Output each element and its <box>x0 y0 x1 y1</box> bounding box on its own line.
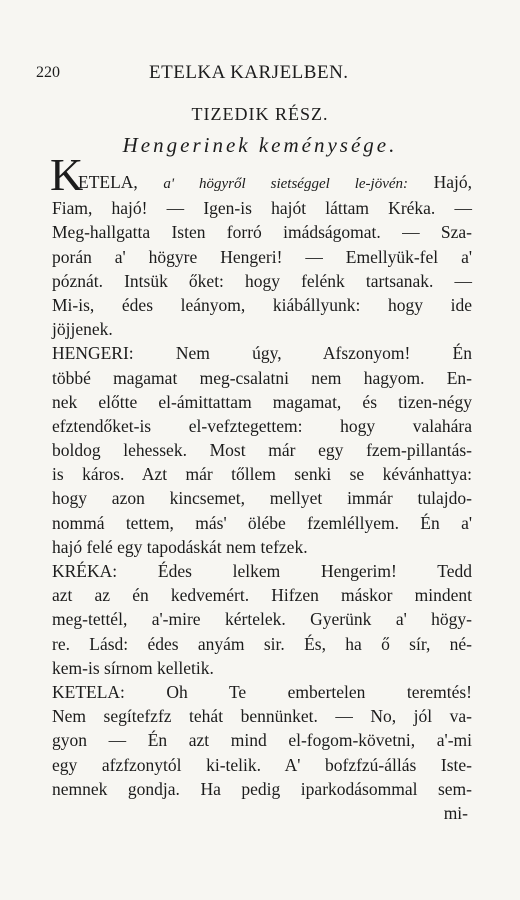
chapter-title: Hengerinek keménysége. <box>122 133 398 157</box>
text-line: Meg-hallgatta Isten forró imádságomat. — Sza- <box>52 222 472 243</box>
text-line: nommá tettem, más' ölébe fzemléllyem. Én a' <box>52 512 472 533</box>
text-line: HENGERI: Nem úgy, Afszonyom! Én <box>52 343 472 364</box>
text-line: Nem segítefzfz tehát bennünket. — No, jól va- <box>52 706 472 727</box>
text-line: hajó felé egy tapodáskát nem tefzek. <box>52 536 308 557</box>
running-head <box>36 62 476 88</box>
text-line: nek előtte el-ámittattam magamat, és tizen-négy <box>52 391 472 412</box>
text-line: KETELA: Oh Te embertelen teremtés! <box>52 681 472 702</box>
text-line: meg-tettél, a'-mire kértelek. Gyerünk a' högy- <box>52 609 472 630</box>
text-line: Mi-is, édes leányom, kiábállyunk: hogy ide <box>52 294 472 315</box>
text-lines <box>52 196 472 801</box>
text-line: boldog lehessek. Most már egy fzem-pillantás- <box>52 440 472 461</box>
stage-direction: a' högyről sietséggel le-jövén: <box>163 176 409 192</box>
catchword: mi- <box>443 802 468 823</box>
text-line: azt az én kedvemért. Hifzen máskor mindent <box>52 585 472 606</box>
first-line <box>50 149 473 200</box>
text-line: hogy azon kincsemet, mellyet immár tulajdo- <box>52 488 472 509</box>
text-line: egy afzfzonytól ki-telik. A' bofzfzú-állás Iste- <box>52 754 472 775</box>
page-number: 220 <box>36 64 60 81</box>
text-line: többé magamat meg-csalatni nem hagyom. En- <box>52 367 472 388</box>
speaker-name: ETELA, <box>78 172 138 192</box>
text-line: re. Lásd: édes anyám sir. És, ha ő sír, né- <box>52 633 472 654</box>
text-line: efztendőket-is el-vefztegettem: hogy valahára <box>52 415 472 436</box>
running-title: ETELKA KARJELBEN. <box>149 62 349 83</box>
text-line: póznát. Intsük őket: hogy felénk tartsanak. — <box>52 270 472 291</box>
part-title: TIZEDIK RÉSZ. <box>191 104 329 124</box>
first-line-rest: Hajó, <box>433 172 473 192</box>
text-line: KRÉKA: Édes lelkem Hengerim! Tedd <box>52 561 472 582</box>
text-line: nemnek gondja. Ha pedig iparkodásommal sem- <box>52 778 472 799</box>
text-line: is káros. Azt már tőllem senki se kévánhattya: <box>52 464 472 485</box>
text-line: Fiam, hajó! — Igen-is hajót láttam Kréka. — <box>52 198 472 219</box>
text-line: porán a' högyre Hengeri! — Emellyük-fel a' <box>52 246 472 267</box>
text-line: jöjjenek. <box>52 319 113 340</box>
body-text <box>50 149 473 825</box>
drop-cap: K <box>50 149 84 200</box>
text-line: gyon — Én azt mind el-fogom-követni, a'-mi <box>52 730 472 751</box>
text-line: kem-is sírnom kelletik. <box>52 657 214 678</box>
